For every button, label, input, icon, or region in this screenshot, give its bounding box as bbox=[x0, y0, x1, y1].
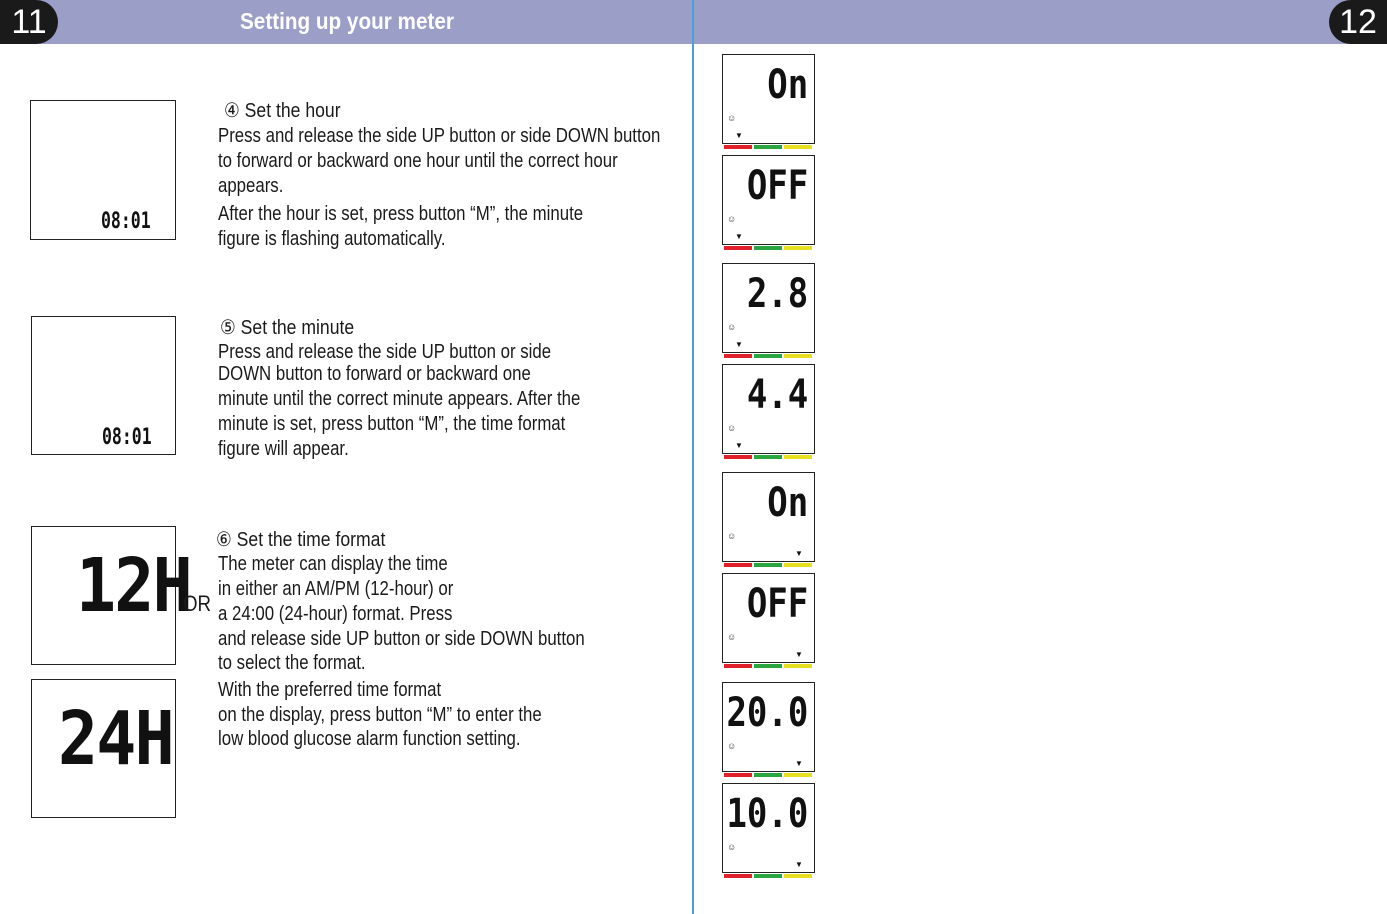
color-range-segment bbox=[754, 773, 782, 777]
color-range-segment bbox=[724, 773, 752, 777]
step-5-line: Press and release the side UP button or side bbox=[218, 341, 552, 363]
color-range-strip bbox=[724, 145, 814, 149]
color-range-segment bbox=[784, 664, 812, 668]
color-range-segment bbox=[724, 354, 752, 358]
alarm-lcd-value: 20.0 bbox=[726, 690, 808, 736]
alarm-lcd-display bbox=[722, 573, 815, 663]
indicator-arrow-icon: ▼ bbox=[735, 441, 743, 450]
alarm-lcd-display bbox=[722, 682, 815, 772]
smiley-icon: ☺ bbox=[727, 322, 737, 332]
indicator-arrow-icon: ▼ bbox=[795, 759, 803, 768]
step-6-line: in either an AM/PM (12-hour) or bbox=[218, 578, 454, 600]
color-range-strip bbox=[724, 246, 814, 250]
indicator-arrow-icon: ▼ bbox=[795, 650, 803, 659]
color-range-strip bbox=[724, 563, 814, 567]
color-range-segment bbox=[724, 455, 752, 459]
alarm-lcd-value: OFF bbox=[746, 163, 808, 209]
step-5-line: minute is set, press button “M”, the time format bbox=[218, 413, 566, 435]
color-range-segment bbox=[754, 664, 782, 668]
alarm-lcd-value: On bbox=[767, 62, 808, 108]
step-4-line: figure is flashing automatically. bbox=[218, 228, 446, 250]
step-5-title: ⑤ Set the minute bbox=[220, 317, 355, 339]
color-range-segment bbox=[724, 145, 752, 149]
lcd-time-readout: 08:01 bbox=[102, 425, 152, 450]
step-5-line: minute until the correct minute appears. After the bbox=[218, 388, 581, 410]
color-range-segment bbox=[784, 563, 812, 567]
page-title: Setting up your meter bbox=[240, 8, 454, 34]
or-label: OR bbox=[183, 591, 212, 616]
step-6-line: a 24:00 (24-hour) format. Press bbox=[218, 603, 453, 625]
color-range-strip bbox=[724, 455, 814, 459]
color-range-segment bbox=[784, 773, 812, 777]
alarm-lcd-value: On bbox=[767, 480, 808, 526]
lcd-24h-readout: 24H bbox=[58, 696, 173, 782]
step-5-line: DOWN button to forward or backward one bbox=[218, 363, 531, 385]
color-range-segment bbox=[754, 354, 782, 358]
step-4-line: Press and release the side UP button or side DOWN button bbox=[218, 125, 661, 147]
color-range-segment bbox=[754, 145, 782, 149]
alarm-lcd-display bbox=[722, 54, 815, 144]
step-5-line: figure will appear. bbox=[218, 438, 349, 460]
color-range-segment bbox=[724, 874, 752, 878]
color-range-segment bbox=[754, 246, 782, 250]
indicator-arrow-icon: ▼ bbox=[795, 860, 803, 869]
alarm-lcd-display bbox=[722, 783, 815, 873]
color-range-segment bbox=[754, 455, 782, 459]
color-range-segment bbox=[784, 145, 812, 149]
alarm-lcd-value: 10.0 bbox=[726, 791, 808, 837]
lcd-set-hour bbox=[30, 100, 176, 240]
smiley-icon: ☺ bbox=[727, 113, 737, 123]
step-4-line: to forward or backward one hour until the correct hour bbox=[218, 150, 618, 172]
color-range-segment bbox=[754, 874, 782, 878]
step-6-line: to select the format. bbox=[218, 652, 366, 674]
step-4-title: ④ Set the hour bbox=[224, 100, 341, 122]
color-range-segment bbox=[724, 563, 752, 567]
color-range-strip bbox=[724, 664, 814, 668]
alarm-lcd-display bbox=[722, 263, 815, 353]
page-number-right: 12 bbox=[1329, 0, 1387, 44]
indicator-arrow-icon: ▼ bbox=[735, 232, 743, 241]
step-4-line: appears. bbox=[218, 175, 284, 197]
alarm-lcd-display bbox=[722, 364, 815, 454]
color-range-strip bbox=[724, 354, 814, 358]
step-6-line: low blood glucose alarm function setting. bbox=[218, 728, 521, 750]
smiley-icon: ☺ bbox=[727, 214, 737, 224]
lcd-12h-format bbox=[31, 526, 191, 665]
color-range-segment bbox=[784, 246, 812, 250]
alarm-lcd-value: 4.4 bbox=[746, 372, 808, 418]
lcd-time-readout: 08:01 bbox=[101, 209, 151, 234]
smiley-icon: ☺ bbox=[727, 842, 737, 852]
smiley-icon: ☺ bbox=[727, 632, 737, 642]
lcd-set-minute bbox=[31, 316, 176, 455]
step-6-title: ⑥ Set the time format bbox=[216, 529, 386, 551]
smiley-icon: ☺ bbox=[727, 423, 737, 433]
alarm-lcd-value: OFF bbox=[746, 581, 808, 627]
step-6-line: and release side UP button or side DOWN button bbox=[218, 628, 585, 650]
page-divider bbox=[692, 0, 694, 914]
step-6-line: The meter can display the time bbox=[218, 553, 448, 575]
color-range-segment bbox=[754, 563, 782, 567]
color-range-segment bbox=[724, 246, 752, 250]
indicator-arrow-icon: ▼ bbox=[735, 340, 743, 349]
indicator-arrow-icon: ▼ bbox=[735, 131, 743, 140]
color-range-strip bbox=[724, 874, 814, 878]
step-6-line: on the display, press button “M” to enter the bbox=[218, 704, 542, 726]
alarm-lcd-value: 2.8 bbox=[746, 271, 808, 317]
color-range-segment bbox=[784, 354, 812, 358]
lcd-12h-readout: 12H bbox=[76, 543, 191, 629]
alarm-lcd-display bbox=[722, 155, 815, 245]
step-4-line: After the hour is set, press button “M”, the minute bbox=[218, 203, 584, 225]
color-range-strip bbox=[724, 773, 814, 777]
lcd-24h-format bbox=[31, 679, 176, 818]
page-number-left: 11 bbox=[0, 0, 58, 44]
color-range-segment bbox=[784, 455, 812, 459]
color-range-segment bbox=[784, 874, 812, 878]
smiley-icon: ☺ bbox=[727, 531, 737, 541]
color-range-segment bbox=[724, 664, 752, 668]
alarm-lcd-display bbox=[722, 472, 815, 562]
smiley-icon: ☺ bbox=[727, 741, 737, 751]
indicator-arrow-icon: ▼ bbox=[795, 549, 803, 558]
step-6-line: With the preferred time format bbox=[218, 679, 442, 701]
